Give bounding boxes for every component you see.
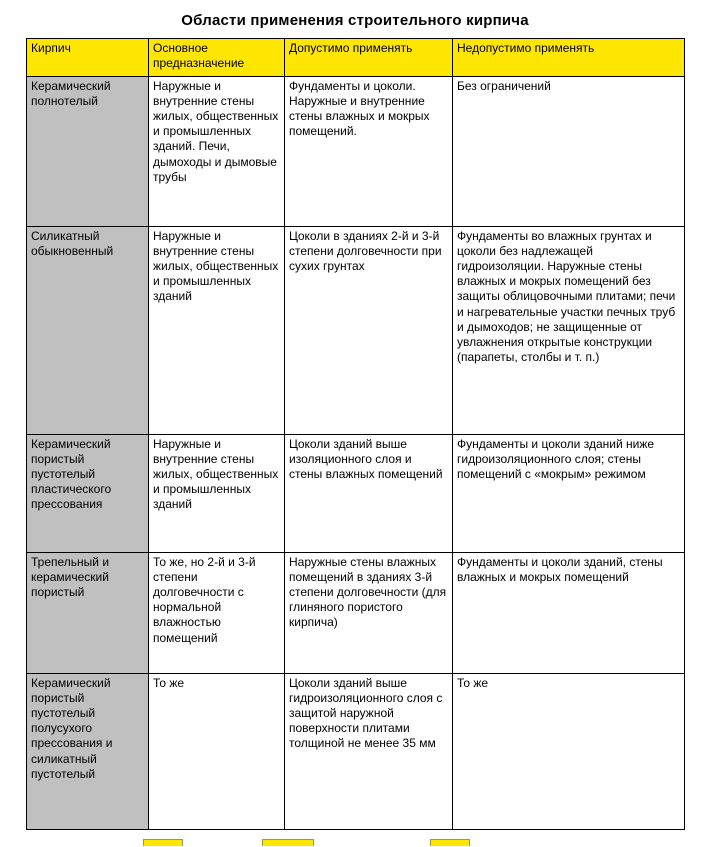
cell-allowed: Наружные стены влажных помещений в зданиях 3-й степени долговечности (для глиняного пористого кирпича) [285, 553, 453, 674]
cell-allowed: Цоколи зданий выше гидроизоляционного слоя с защитой наружной поверхности плитами толщиной не менее 35 мм [285, 674, 453, 830]
cell-brick: Трепельный и керамический пористый [27, 553, 149, 674]
cell-not-allowed: Без ограничений [453, 77, 685, 227]
cell-brick: Керамический пористый пустотелый полусухого прессования и силикатный пустотелый [27, 674, 149, 830]
cropped-next-row-artifact [262, 839, 314, 846]
cell-allowed: Фундаменты и цоколи. Наружные и внутренние стены влажных и мокрых помещений. [285, 77, 453, 227]
cell-allowed: Цоколи в зданиях 2-й и 3-й степени долговечности при сухих грунтах [285, 227, 453, 435]
header-allowed: Допустимо применять [285, 39, 453, 77]
cell-allowed: Цоколи зданий выше изоляционного слоя и стены влажных помещений [285, 435, 453, 553]
table-row [27, 674, 685, 830]
cell-purpose: Наружные и внутренние стены жилых, общественных и промышленных зданий. Печи, дымоходы и дымовые трубы [149, 77, 285, 227]
cell-purpose: То же, но 2-й и 3-й степени долговечности с нормальной влажностью помещений [149, 553, 285, 674]
cell-not-allowed: Фундаменты и цоколи зданий, стены влажных и мокрых помещений [453, 553, 685, 674]
table-row [27, 77, 685, 227]
cell-not-allowed: Фундаменты во влажных грунтах и цоколи без надлежащей гидроизоляции. Наружные стены влажных и мокрых помещений без защиты облицовочными плитами; печи и нагревательные участки печных труб и дымоходов; не защищенные от увлажнения открытые конструкции (парапеты, столбы и т. п.) [453, 227, 685, 435]
cropped-next-row-artifact [430, 839, 470, 846]
page-title: Области применения строительного кирпича [181, 12, 529, 29]
table-row [27, 227, 685, 435]
table-row [27, 435, 685, 553]
cell-purpose: То же [149, 674, 285, 830]
cell-not-allowed: Фундаменты и цоколи зданий ниже гидроизоляционного слоя; стены помещений с «мокрым» режимом [453, 435, 685, 553]
header-brick: Кирпич [27, 39, 149, 77]
cell-purpose: Наружные и внутренние стены жилых, общественных и промышленных зданий [149, 435, 285, 553]
header-purpose: Основное предназначение [149, 39, 285, 77]
cell-purpose: Наружные и внутренние стены жилых, общественных и промышленных зданий [149, 227, 285, 435]
cell-brick: Керамический полнотелый [27, 77, 149, 227]
cell-not-allowed: То же [453, 674, 685, 830]
table-row [27, 553, 685, 674]
brick-application-table [26, 38, 685, 830]
cropped-next-row-artifact [143, 839, 183, 846]
table-header-row [27, 39, 685, 77]
cell-brick: Керамический пористый пустотелый пластического прессования [27, 435, 149, 553]
cell-brick: Силикатный обыкновенный [27, 227, 149, 435]
header-not-allowed: Недопустимо применять [453, 39, 685, 77]
